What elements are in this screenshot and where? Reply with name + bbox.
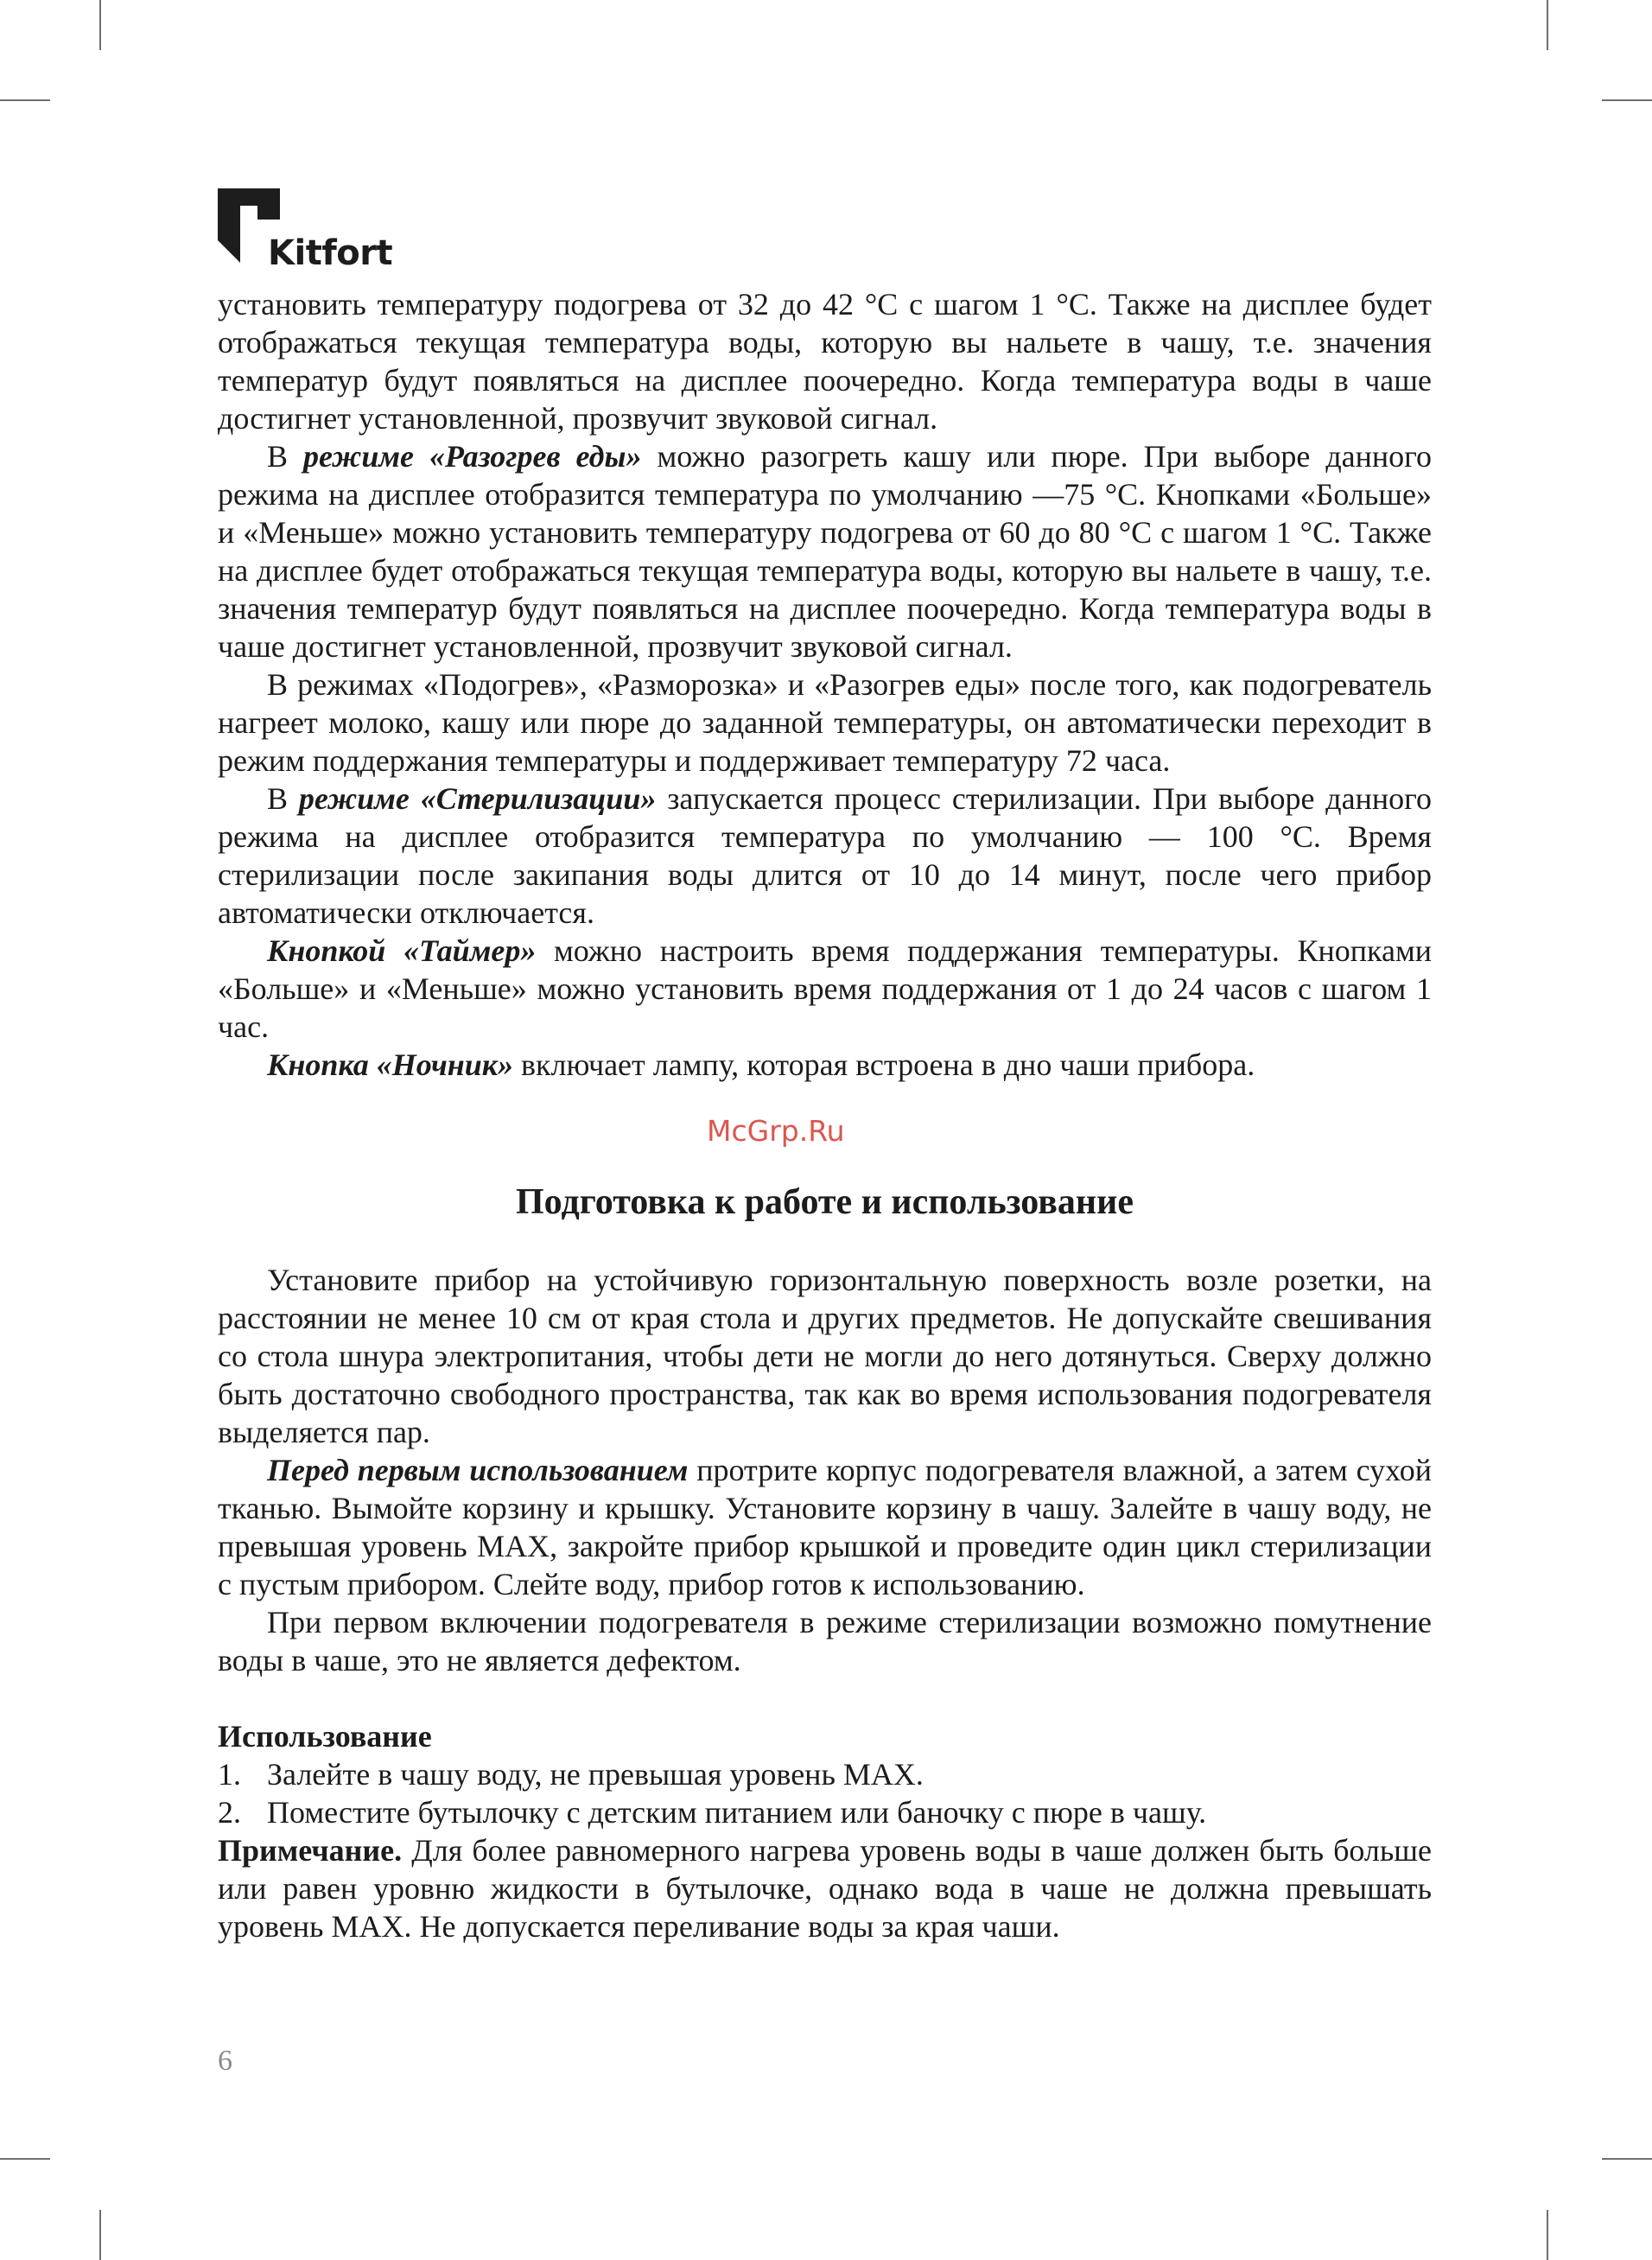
- paragraph-placement: Установите прибор на устойчивую горизонтальную поверхность возле розетки, на расстоянии не менее 10 см от края стола и других предметов. Не допускайте свешивания со стола шнура электропитания, чтобы дети не могли до него дотянуться. Сверху должно быть достаточно свободного пространства, так как во время использования подогревателя выделяется пар.: [218, 1263, 1432, 1449]
- paragraph-body: можно разогреть кашу или пюре. При выборе данного режима на дисплее отобразится температура по умолчанию —75 °С. Кнопками «Больше» и «Меньше» можно установить температуру подогрева от 60 до 80 °С с шагом 1 °С. Также на дисплее будет отображаться текущая температура воды, которую вы нальете в чашу, т.е. значения температур будут появляться на дисплее поочередно. Когда температура воды в чаше достигнет установленной, прозвучит звуковой сигнал.: [218, 439, 1433, 664]
- emphasis-nightlight-button: Кнопка «Ночник»: [267, 1047, 513, 1082]
- paragraph-sterilization-mode: [218, 780, 1432, 932]
- crop-mark-bottom-right: [1547, 2210, 1548, 2260]
- list-item: [218, 1755, 1432, 1793]
- paragraph-maintain-temp: В режимах «Подогрев», «Разморозка» и «Разогрев еды» после того, как подогреватель нагреет молоко, кашу или пюре до заданной температуры, он автоматически переходит в режим поддержания температуры и поддерживает температуру 72 часа.: [218, 667, 1432, 778]
- note-label: Примечание.: [218, 1833, 403, 1868]
- emphasis-timer-button: Кнопкой «Таймер»: [267, 933, 537, 968]
- emphasis-reheat-mode: режиме «Разогрев еды»: [303, 439, 642, 474]
- section-title: Подготовка к работе и использование: [516, 1182, 1134, 1222]
- note-text: Для более равномерного нагрева уровень воды в чаше должен быть больше или равен уровню жидкости в бутылочке, однако вода в чаше не должна превышать уровень MAX. Не допускается переливание воды за края чаши.: [218, 1833, 1432, 1944]
- page-number: 6: [218, 2045, 232, 2077]
- crop-mark-top-right-h: [1602, 99, 1652, 101]
- brand-name: Kitfort: [268, 233, 393, 273]
- emphasis-first-use: Перед первым использованием: [267, 1453, 689, 1487]
- crop-mark-bottom-left-h: [0, 2158, 50, 2160]
- paragraph-cloudy-water: При первом включении подогревателя в режиме стерилизации возможно помутнение воды в чаше, это не является дефектом.: [218, 1605, 1432, 1677]
- usage-steps: [218, 1755, 1432, 1831]
- paragraph-first-use: [218, 1451, 1432, 1603]
- usage-heading: Использование: [218, 1719, 432, 1754]
- paragraph-prefix: В: [267, 439, 304, 474]
- watermark: McGrp.Ru: [707, 1114, 845, 1148]
- paragraph-continued: установить температуру подогрева от 32 до 42 °С с шагом 1 °С. Также на дисплее будет отображаться текущая температура воды, которую вы нальете в чашу, т.е. значения температур будут появляться на дисплее поочередно. Когда температура воды в чаше достигнет установленной, прозвучит звуковой сигнал.: [218, 287, 1432, 436]
- paragraph-prefix: В: [267, 781, 299, 816]
- paragraph-reheat-mode: [218, 437, 1432, 665]
- paragraph-body: можно настроить время поддержания температуры. Кнопками «Больше» и «Меньше» можно установить время поддержания от 1 до 24 часов с шагом 1 час.: [218, 933, 1432, 1044]
- paragraph-timer-button: [218, 932, 1432, 1046]
- crop-mark-top-right: [1547, 0, 1548, 50]
- list-item-number: 2.: [218, 1795, 241, 1830]
- paragraph-body: протрите корпус подогревателя влажной, а затем сухой тканью. Вымойте корзину и крышку. Установите корзину в чашу. Залейте в чашу воду, не превышая уровень MAX, закройте прибор крышкой и проведите один цикл стерилизации с пустым прибором. Слейте воду, прибор готов к использованию.: [218, 1453, 1433, 1601]
- note-paragraph: [218, 1831, 1432, 1945]
- list-item-number: 1.: [218, 1757, 241, 1792]
- crop-mark-top-left-h: [0, 99, 50, 101]
- paragraph-body: включает лампу, которая встроена в дно чаши прибора.: [513, 1047, 1255, 1082]
- list-item: [218, 1793, 1432, 1831]
- crop-mark-bottom-left: [99, 2210, 101, 2260]
- crop-mark-bottom-right-h: [1602, 2158, 1652, 2160]
- crop-mark-top-left: [99, 0, 101, 50]
- list-item-text: Поместите бутылочку с детским питанием или баночку с пюре в чашу.: [267, 1795, 1207, 1830]
- list-item-text: Залейте в чашу воду, не превышая уровень MAX.: [267, 1757, 924, 1792]
- paragraph-body: запускается процесс стерилизации. При выборе данного режима на дисплее отобразится температура по умолчанию — 100 °С. Время стерилизации после закипания воды длится от 10 до 14 минут, после чего прибор автоматически отключается.: [218, 781, 1432, 930]
- emphasis-sterilization-mode: режиме «Стерилизации»: [298, 781, 657, 816]
- paragraph-nightlight-button: [218, 1046, 1432, 1084]
